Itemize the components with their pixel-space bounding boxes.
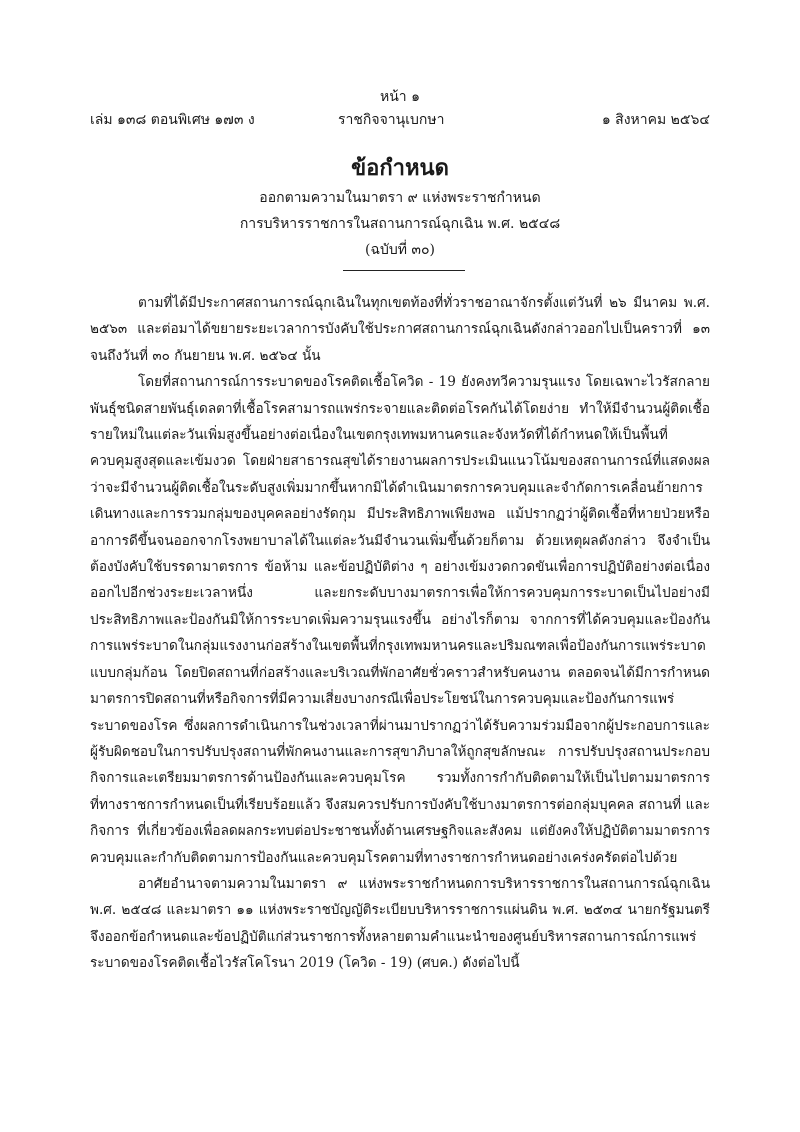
paragraph-preamble: ตามที่ได้มีประกาศสถานการณ์ฉุกเฉินในทุกเขตท้องที่ทั่วราชอาณาจักรตั้งแต่วันที่ ๒๖ มีนาคม พ.ศ. ๒๕๖๓ และต่อมาได้ขยายระยะเวลาการบังคับใช้ประกาศสถานการณ์ฉุกเฉินดังกล่าวออกไปเป็นคราวที่ ๑๓ จนถึงวันที่ ๓๐ กันยายน พ.ศ. ๒๕๖๔ นั้น <box>90 295 710 364</box>
publication-date: ๑ สิงหาคม ๒๕๖๔ <box>601 112 710 128</box>
document-body <box>90 290 710 977</box>
document-subtitle-line2: การบริหารราชการในสถานการณ์ฉุกเฉิน พ.ศ. ๒๕๔๘ <box>239 216 561 232</box>
document-title: ข้อกำหนด <box>351 155 449 181</box>
paragraph-authority: อาศัยอำนาจตามความในมาตรา ๙ แห่งพระราชกำหนดการบริหารราชการในสถานการณ์ฉุกเฉิน พ.ศ. ๒๕๔๘ และมาตรา ๑๑ แห่งพระราชบัญญัติระเบียบบริหารราชการแผ่นดิน พ.ศ. ๒๕๓๔ นายกรัฐมนตรีจึงออกข้อกำหนดและข้อปฏิบัติแก่ส่วนราชการทั้งหลายตามคำแนะนำของศูนย์บริหารสถานการณ์การแพร่ระบาดของโรคติดเชื้อไวรัสโคโรนา 2019 (โควิด - 19) (ศบค.) ดังต่อไปนี้ <box>90 875 710 972</box>
gazette-name: ราชกิจจานุเบกษา <box>338 112 445 128</box>
title-divider <box>343 270 465 271</box>
paragraph-rationale: โดยที่สถานการณ์การระบาดของโรคติดเชื้อโควิด - 19 ยังคงทวีความรุนแรง โดยเฉพาะไวรัสกลายพันธุ์ชนิดสายพันธุ์เดลตาที่เชื้อโรคสามารถแพร่กระจายและติดต่อโรคกันได้โดยง่าย ทำให้มีจำนวนผู้ติดเชื้อรายใหม่ในแต่ละวันเพิ่มสูงขึ้นอย่างต่อเนื่องในเขตกรุงเทพมหานครและจังหวัดที่ได้กำหนดให้เป็นพื้นที่ควบคุมสูงสุดและเข้มงวด โดยฝ่ายสาธารณสุขได้รายงานผลการประเมินแนวโน้มของสถานการณ์ที่แสดงผลว่าจะมีจำนวนผู้ติดเชื้อในระดับสูงเพิ่มมากขึ้นหากมิได้ดำเนินมาตรการควบคุมและจำกัดการเคลื่อนย้ายการเดินทางและการรวมกลุ่มของบุคคลอย่างรัดกุม มีประสิทธิภาพเพียงพอ แม้ปรากฏว่าผู้ติดเชื้อที่หายป่วยหรืออาการดีขึ้นจนออกจากโรงพยาบาลได้ในแต่ละวันมีจำนวนเพิ่มขึ้นด้วยก็ตาม ด้วยเหตุผลดังกล่าว จึงจำเป็นต้องบังคับใช้บรรดามาตรการ ข้อห้าม และข้อปฏิบัติต่าง ๆ อย่างเข้มงวดกวดขันเพื่อการปฏิบัติอย่างต่อเนื่องออกไปอีกช่วงระยะเวลาหนึ่ง และยกระดับบางมาตรการเพื่อให้การควบคุมการระบาดเป็นไปอย่างมีประสิทธิภาพและป้องกันมิให้การระบาดเพิ่มความรุนแรงขึ้น อย่างไรก็ตาม จากการที่ได้ควบคุมและป้องกันการแพร่ระบาดในกลุ่มแรงงานก่อสร้างในเขตพื้นที่กรุงเทพมหานครและปริมณฑลเพื่อป้องกันการแพร่ระบาดแบบกลุ่มก้อน โดยปิดสถานที่ก่อสร้างและบริเวณที่พักอาศัยชั่วคราวสำหรับคนงาน ตลอดจนได้มีการกำหนดมาตรการปิดสถานที่หรือกิจการที่มีความเสี่ยงบางกรณีเพื่อประโยชน์ในการควบคุมและป้องกันการแพร่ระบาดของโรค ซึ่งผลการดำเนินการในช่วงเวลาที่ผ่านมาปรากฏว่าได้รับความร่วมมือจากผู้ประกอบการและผู้รับผิดชอบในการปรับปรุงสถานที่พักคนงานและการสุขาภิบาลให้ถูกสุขลักษณะ การปรับปรุงสถานประกอบกิจการและเตรียมมาตรการด้านป้องกันและควบคุมโรค รวมทั้งการกำกับติดตามให้เป็นไปตามมาตรการที่ทางราชการกำหนดเป็นที่เรียบร้อยแล้ว จึงสมควรปรับการบังคับใช้บางมาตรการต่อกลุ่มบุคคล สถานที่ และกิจการ ที่เกี่ยวข้องเพื่อลดผลกระทบต่อประชาชนทั้งด้านเศรษฐกิจและสังคม แต่ยังคงให้ปฏิบัติตามมาตรการควบคุมและกำกับติดตามการป้องกันและควบคุมโรคตามที่ทางราชการกำหนดอย่างเคร่งครัดต่อไปด้วย <box>90 374 710 866</box>
volume-issue: เล่ม ๑๓๘ ตอนพิเศษ ๑๗๓ ง <box>90 112 255 128</box>
gazette-header <box>90 109 710 129</box>
page-number: หน้า ๑ <box>380 89 420 105</box>
document-subtitle-line1: ออกตามความในมาตรา ๙ แห่งพระราชกำหนด <box>259 190 541 206</box>
document-issue-number: (ฉบับที่ ๓๐) <box>364 242 436 258</box>
